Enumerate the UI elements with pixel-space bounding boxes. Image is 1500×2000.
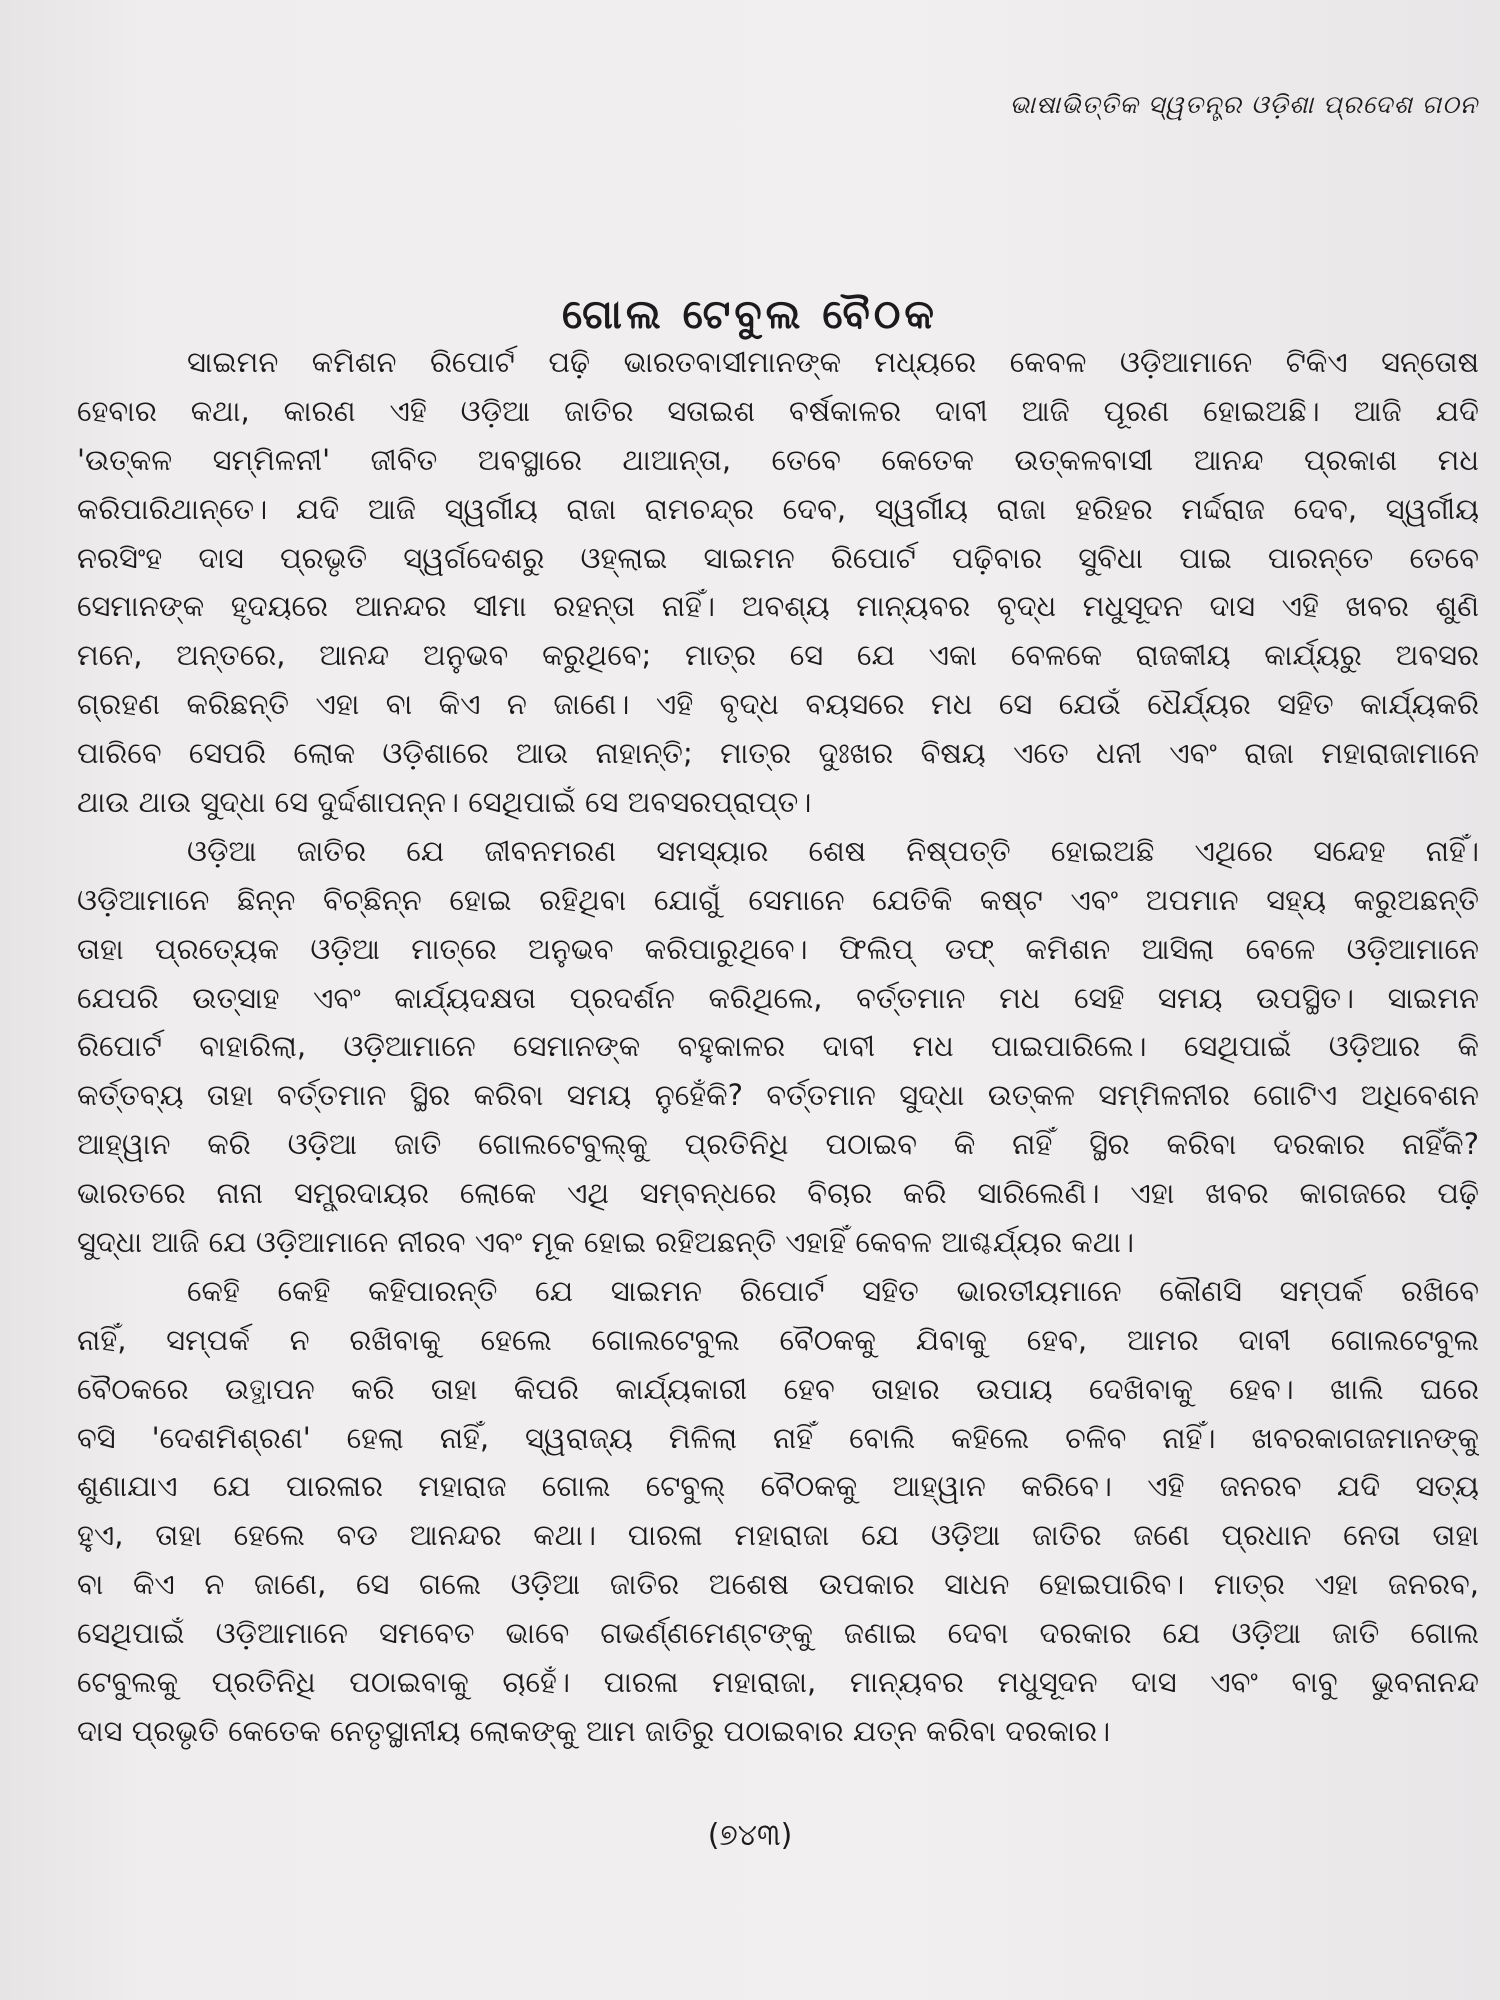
paragraph-line: ଥାଉ ଥାଉ ସୁଦ୍ଧା ସେ ଦୁର୍ଦ୍ଦଶାପନ୍ନ। ସେଥିପାଇଁ ସେ ଅବସରପ୍ରାପ୍ତ। bbox=[77, 785, 812, 820]
paragraph-line: ନାହିଁ, ସମ୍ପର୍କ ନ ରଖିବାକୁ ହେଲେ ଗୋଲଟେବୁଲ ବୈଠକକୁ ଯିବାକୁ ହେବ, ଆମର ଦାବୀ ଗୋଲଟେବୁଲ bbox=[77, 1322, 1479, 1357]
paragraph-line: ଟେବୁଲକୁ ପ୍ରତିନିଧି ପଠାଇବାକୁ ଚାହେଁ। ପାରଳା ମହାରାଜା, ମାନ୍ୟବର ମଧୁସୂଦନ ଦାସ ଏବଂ ବାବୁ ଭୁବନାନନ୍ଦ bbox=[77, 1665, 1479, 1700]
paragraph-line: ବସି 'ଦେଶମିଶ୍ରଣ' ହେଲା ନାହିଁ, ସ୍ୱରାଜ୍ୟ ମିଳିଲା ନାହିଁ ବୋଲି କହିଲେ ଚଳିବ ନାହିଁ। ଖବରକାଗଜମାନଙ୍କୁ bbox=[77, 1420, 1479, 1455]
paragraph-line: ବା କିଏ ନ ଜାଣେ, ସେ ଗଲେ ଓଡ଼ିଆ ଜାତିର ଅଶେଷ ଉପକାର ସାଧନ ହୋଇପାରିବ। ମାତ୍ର ଏହା ଜନରବ, bbox=[77, 1567, 1479, 1602]
paragraph-line: 'ଉତ୍କଳ ସମ୍ମିଳନୀ' ଜୀବିତ ଅବସ୍ଥାରେ ଥାଆନ୍ତା, ତେବେ କେତେକ ଉତ୍କଳବାସୀ ଆନନ୍ଦ ପ୍ରକାଶ ମଧ bbox=[77, 442, 1479, 477]
paragraph-line: କେହି କେହି କହିପାରନ୍ତି ଯେ ସାଇମନ ରିପୋର୍ଟ ସହିତ ଭାରତୀୟମାନେ କୌଣସି ସମ୍ପର୍କ ରଖିବେ bbox=[187, 1273, 1479, 1308]
paragraph-line: ହେବାର କଥା, କାରଣ ଏହି ଓଡ଼ିଆ ଜାତିର ସତାଇଶ ବର୍ଷକାଳର ଦାବୀ ଆଜି ପୂରଣ ହୋଇଅଛି। ଆଜି ଯଦି bbox=[77, 393, 1479, 428]
paragraph-line: ଓଡ଼ିଆ ଜାତିର ଯେ ଜୀବନମରଣ ସମସ୍ୟାର ଶେଷ ନିଷ୍ପତ୍ତି ହୋଇଅଛି ଏଥିରେ ସନ୍ଦେହ ନାହିଁ। bbox=[187, 833, 1479, 868]
paragraph-line: କର୍ତ୍ତବ୍ୟ ତାହା ବର୍ତ୍ତମାନ ସ୍ଥିର କରିବା ସମୟ ନୁହେଁକି? ବର୍ତ୍ତମାନ ସୁଦ୍ଧା ଉତ୍କଳ ସମ୍ମିଳନୀର ଗୋଟିଏ ଅଧିବେଶନ bbox=[77, 1078, 1479, 1113]
paragraph-line: ହୁଏ, ତାହା ହେଲେ ବଡ ଆନନ୍ଦର କଥା। ପାରଳା ମହାରାଜା ଯେ ଓଡ଼ିଆ ଜାତିର ଜଣେ ପ୍ରଧାନ ନେତା ତାହା bbox=[77, 1518, 1479, 1553]
paragraph-line: ଭାରତରେ ନାନା ସମ୍ପ୍ରଦାୟର ଲୋକେ ଏଥି ସମ୍ବନ୍ଧରେ ବିଚାର କରି ସାରିଲେଣି। ଏହା ଖବର କାଗଜରେ ପଢ଼ି bbox=[77, 1176, 1479, 1211]
paragraph-line: ଓଡ଼ିଆମାନେ ଛିନ୍ନ ବିଚ୍ଛିନ୍ନ ହୋଇ ରହିଥିବା ଯୋଗୁଁ ସେମାନେ ଯେତିକି କଷ୍ଟ ଏବଂ ଅପମାନ ସହ୍ୟ କରୁଅଛନ୍ତି bbox=[77, 882, 1479, 917]
paragraph-line: ତାହା ପ୍ରତ୍ୟେକ ଓଡ଼ିଆ ମାତ୍ରେ ଅନୁଭବ କରିପାରୁଥିବେ। ଫିଲିପ୍ ଡଫ୍ କମିଶନ ଆସିଲା ବେଳେ ଓଡ଼ିଆମାନେ bbox=[77, 931, 1479, 966]
paragraph-line: ନରସିଂହ ଦାସ ପ୍ରଭୃତି ସ୍ୱର୍ଗଦେଶରୁ ଓହ୍ଲାଇ ସାଇମନ ରିପୋର୍ଟ ପଢ଼ିବାର ସୁବିଧା ପାଇ ପାରନ୍ତେ ତେବେ bbox=[77, 540, 1479, 575]
paragraph-line: ମନେ, ଅନ୍ତରେ, ଆନନ୍ଦ ଅନୁଭବ କରୁଥିବେ; ମାତ୍ର ସେ ଯେ ଏକା ବେଳକେ ରାଜକୀୟ କାର୍ଯ୍ୟରୁ ଅବସର bbox=[77, 638, 1479, 673]
article-title: ଗୋଲ ଟେବୁଲ ବୈଠକ bbox=[562, 292, 938, 338]
paragraph-line: ବୈଠକରେ ଉତ୍ଥାପନ କରି ତାହା କିପରି କାର୍ଯ୍ୟକାରୀ ହେବ ତାହାର ଉପାୟ ଦେଖିବାକୁ ହେବ। ଖାଲି ଘରେ bbox=[77, 1371, 1479, 1406]
paragraph-line: ସୁଦ୍ଧା ଆଜି ଯେ ଓଡ଼ିଆମାନେ ନୀରବ ଏବଂ ମୂକ ହୋଇ ରହିଅଛନ୍ତି ଏହାହିଁ କେବଳ ଆଶ୍ଚର୍ଯ୍ୟର କଥା। bbox=[77, 1225, 1135, 1260]
running-header: ଭାଷାଭିତ୍ତିକ ସ୍ୱତନ୍ତ୍ର ଓଡ଼ିଶା ପ୍ରଦେଶ ଗଠନ bbox=[1009, 90, 1478, 119]
paragraph-line: ପାରିବେ ସେପରି ଲୋକ ଓଡ଼ିଶାରେ ଆଉ ନାହାନ୍ତି; ମାତ୍ର ଦୁଃଖର ବିଷୟ ଏତେ ଧନୀ ଏବଂ ରାଜା ମହାରାଜାମାନେ bbox=[77, 736, 1479, 771]
paragraph-line: ସେମାନଙ୍କ ହୃଦୟରେ ଆନନ୍ଦର ସୀମା ରହନ୍ତା ନାହିଁ। ଅବଶ୍ୟ ମାନ୍ୟବର ବୃଦ୍ଧ ମଧୁସୂଦନ ଦାସ ଏହି ଖବର ଶୁଣି bbox=[77, 589, 1479, 624]
paragraph-line: ରିପୋର୍ଟ ବାହାରିଲା, ଓଡ଼ିଆମାନେ ସେମାନଙ୍କ ବହୁକାଳର ଦାବୀ ମଧ ପାଇପାରିଲେ। ସେଥିପାଇଁ ଓଡ଼ିଆର କି bbox=[77, 1029, 1479, 1064]
paragraph-line: ଶୁଣାଯାଏ ଯେ ପାରଳାର ମହାରାଜ ଗୋଲ ଟେବୁଲ୍ ବୈଠକକୁ ଆହ୍ୱାନ କରିବେ। ଏହି ଜନରବ ଯଦି ସତ୍ୟ bbox=[77, 1469, 1479, 1504]
paragraph-line: ଦାସ ପ୍ରଭୃତି କେତେକ ନେତୃସ୍ଥାନୀୟ ଲୋକଙ୍କୁ ଆମ ଜାତିରୁ ପଠାଇବାର ଯତ୍ନ କରିବା ଦରକାର। bbox=[77, 1713, 1111, 1748]
article-body bbox=[77, 338, 1479, 1756]
page-number: (୭୪୩) bbox=[707, 1818, 793, 1853]
paragraph-line: ଆହ୍ୱାନ କରି ଓଡ଼ିଆ ଜାତି ଗୋଲଟେବୁଲ୍‌କୁ ପ୍ରତିନିଧି ପଠାଇବ କି ନାହିଁ ସ୍ଥିର କରିବା ଦରକାର ନାହିଁକି? bbox=[77, 1127, 1479, 1162]
paragraph-line: ଯେପରି ଉତ୍ସାହ ଏବଂ କାର୍ଯ୍ୟଦକ୍ଷତା ପ୍ରଦର୍ଶନ କରିଥିଲେ, ବର୍ତ୍ତମାନ ମଧ ସେହି ସମୟ ଉପସ୍ଥିତ। ସାଇମନ bbox=[77, 980, 1479, 1015]
paragraph-line: ସାଇମନ କମିଶନ ରିପୋର୍ଟ ପଢ଼ି ଭାରତବାସୀମାନଙ୍କ ମଧ୍ୟରେ କେବଳ ଓଡ଼ିଆମାନେ ଟିକିଏ ସନ୍ତୋଷ bbox=[187, 345, 1479, 379]
paragraph-line: କରିପାରିଥାନ୍ତେ। ଯଦି ଆଜି ସ୍ୱର୍ଗୀୟ ରାଜା ରାମଚନ୍ଦ୍ର ଦେବ, ସ୍ୱର୍ଗୀୟ ରାଜା ହରିହର ମର୍ଦ୍ଦରାଜ ଦେବ, ସ୍ୱର୍ଗୀୟ bbox=[77, 491, 1479, 526]
paragraph-line: ସେଥିପାଇଁ ଓଡ଼ିଆମାନେ ସମବେତ ଭାବେ ଗଭର୍ଣ୍ଣମେଣ୍ଟଙ୍କୁ ଜଣାଇ ଦେବା ଦରକାର ଯେ ଓଡ଼ିଆ ଜାତି ଗୋଲ bbox=[77, 1616, 1479, 1651]
paragraph-line: ଗ୍ରହଣ କରିଛନ୍ତି ଏହା ବା କିଏ ନ ଜାଣେ। ଏହି ବୃଦ୍ଧ ବୟସରେ ମଧ ସେ ଯେଉଁ ଧୈର୍ଯ୍ୟର ସହିତ କାର୍ଯ୍ୟକରି bbox=[77, 687, 1479, 722]
